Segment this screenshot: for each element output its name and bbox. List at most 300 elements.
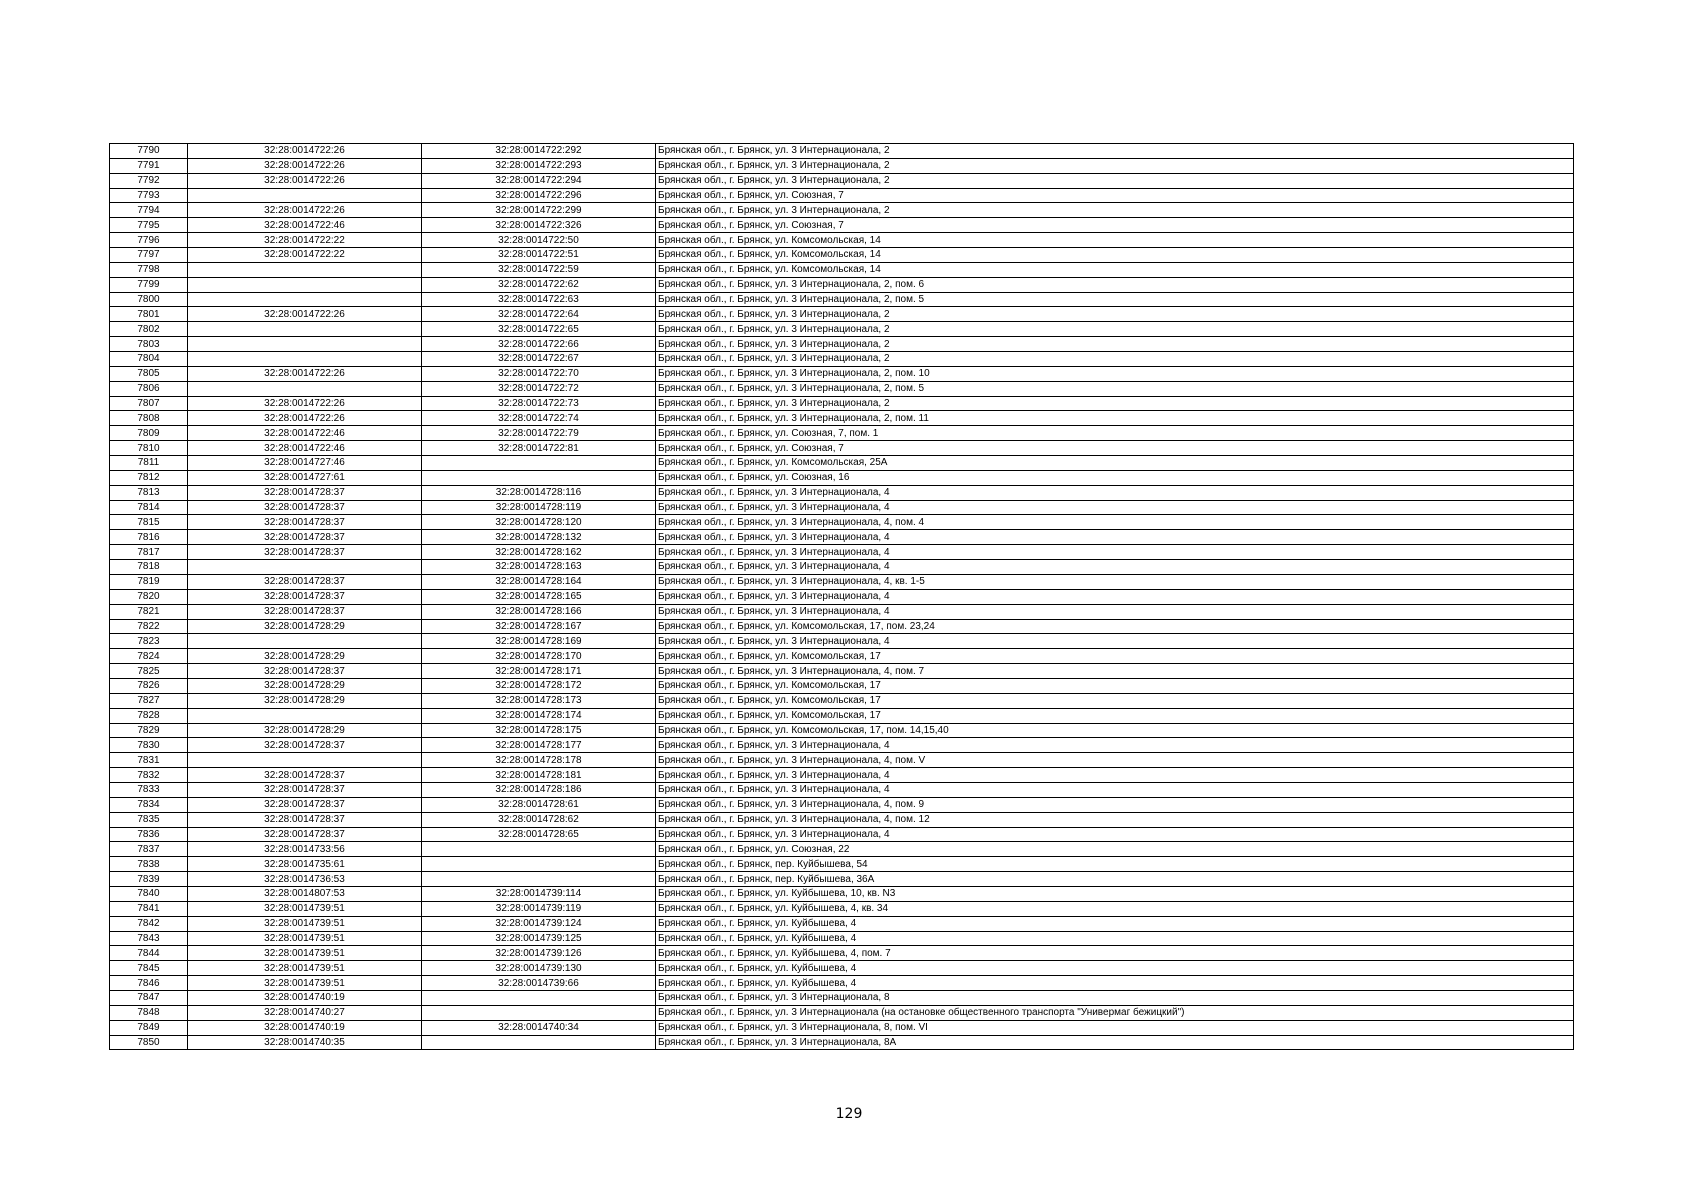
cadastral-number-object-cell: 32:28:0014728:132 (422, 530, 656, 545)
address-cell: Брянская обл., г. Брянск, ул. 3 Интернационала, 4 (656, 485, 1574, 500)
table-row (110, 693, 1574, 708)
cadastral-number-object-cell: 32:28:0014740:34 (422, 1020, 656, 1035)
cadastral-number-parcel-cell: 32:28:0014728:37 (188, 738, 422, 753)
cadastral-number-parcel-cell: 32:28:0014736:53 (188, 872, 422, 887)
row-number-cell: 7805 (110, 366, 188, 381)
cadastral-number-object-cell: 32:28:0014739:124 (422, 916, 656, 931)
table-row (110, 441, 1574, 456)
table-row (110, 857, 1574, 872)
cadastral-number-parcel-cell: 32:28:0014722:26 (188, 158, 422, 173)
cadastral-number-parcel-cell: 32:28:0014739:51 (188, 901, 422, 916)
cadastral-number-parcel-cell: 32:28:0014739:51 (188, 931, 422, 946)
cadastral-number-object-cell: 32:28:0014739:130 (422, 961, 656, 976)
cadastral-number-object-cell (422, 456, 656, 471)
table-row (110, 322, 1574, 337)
cadastral-number-parcel-cell (188, 337, 422, 352)
table-row (110, 797, 1574, 812)
address-cell: Брянская обл., г. Брянск, ул. Куйбышева, 4 (656, 976, 1574, 991)
table-row (110, 426, 1574, 441)
row-number-cell: 7825 (110, 664, 188, 679)
table-row (110, 248, 1574, 263)
row-number-cell: 7843 (110, 931, 188, 946)
cadastral-number-object-cell: 32:28:0014739:114 (422, 886, 656, 901)
cadastral-number-parcel-cell: 32:28:0014807:53 (188, 886, 422, 901)
address-cell: Брянская обл., г. Брянск, ул. Комсомольская, 17 (656, 649, 1574, 664)
cadastral-number-object-cell: 32:28:0014722:79 (422, 426, 656, 441)
row-number-cell: 7818 (110, 560, 188, 575)
cadastral-number-object-cell: 32:28:0014722:72 (422, 381, 656, 396)
cadastral-number-object-cell: 32:28:0014722:66 (422, 337, 656, 352)
registry-table (109, 143, 1574, 1050)
address-cell: Брянская обл., г. Брянск, ул. Куйбышева, 4 (656, 961, 1574, 976)
row-number-cell: 7828 (110, 708, 188, 723)
address-cell: Брянская обл., г. Брянск, ул. Комсомольская, 17, пом. 14,15,40 (656, 723, 1574, 738)
cadastral-number-parcel-cell (188, 277, 422, 292)
cadastral-number-object-cell: 32:28:0014728:169 (422, 634, 656, 649)
row-number-cell: 7824 (110, 649, 188, 664)
row-number-cell: 7807 (110, 396, 188, 411)
cadastral-number-parcel-cell: 32:28:0014728:37 (188, 797, 422, 812)
address-cell: Брянская обл., г. Брянск, ул. Союзная, 16 (656, 470, 1574, 485)
row-number-cell: 7844 (110, 946, 188, 961)
cadastral-number-object-cell: 32:28:0014722:51 (422, 248, 656, 263)
address-cell: Брянская обл., г. Брянск, ул. 3 Интернационала, 2 (656, 307, 1574, 322)
table-row (110, 842, 1574, 857)
table-body (110, 144, 1574, 1050)
cadastral-number-parcel-cell: 32:28:0014728:37 (188, 545, 422, 560)
cadastral-number-parcel-cell: 32:28:0014728:37 (188, 515, 422, 530)
table-row (110, 812, 1574, 827)
cadastral-number-object-cell: 32:28:0014722:326 (422, 218, 656, 233)
cadastral-number-object-cell: 32:28:0014739:125 (422, 931, 656, 946)
cadastral-number-parcel-cell: 32:28:0014728:37 (188, 812, 422, 827)
cadastral-number-parcel-cell: 32:28:0014728:29 (188, 693, 422, 708)
cadastral-number-object-cell: 32:28:0014722:293 (422, 158, 656, 173)
row-number-cell: 7812 (110, 470, 188, 485)
row-number-cell: 7834 (110, 797, 188, 812)
row-number-cell: 7848 (110, 1005, 188, 1020)
address-cell: Брянская обл., г. Брянск, ул. 3 Интернационала, 4, пом. 9 (656, 797, 1574, 812)
cadastral-number-object-cell: 32:28:0014728:170 (422, 649, 656, 664)
cadastral-number-parcel-cell: 32:28:0014740:19 (188, 1020, 422, 1035)
cadastral-number-object-cell: 32:28:0014722:294 (422, 173, 656, 188)
table-row (110, 901, 1574, 916)
cadastral-number-object-cell: 32:28:0014722:64 (422, 307, 656, 322)
cadastral-number-parcel-cell: 32:28:0014727:46 (188, 456, 422, 471)
cadastral-number-object-cell: 32:28:0014728:162 (422, 545, 656, 560)
address-cell: Брянская обл., г. Брянск, ул. 3 Интернационала, 8, пом. VI (656, 1020, 1574, 1035)
table-row (110, 545, 1574, 560)
table-row (110, 1020, 1574, 1035)
address-cell: Брянская обл., г. Брянск, ул. 3 Интернационала, 2, пом. 5 (656, 381, 1574, 396)
address-cell: Брянская обл., г. Брянск, ул. 3 Интернационала, 4 (656, 782, 1574, 797)
row-number-cell: 7816 (110, 530, 188, 545)
cadastral-number-parcel-cell: 32:28:0014739:51 (188, 961, 422, 976)
cadastral-number-parcel-cell (188, 634, 422, 649)
address-cell: Брянская обл., г. Брянск, ул. Союзная, 7 (656, 441, 1574, 456)
address-cell: Брянская обл., г. Брянск, ул. Куйбышева, 4, пом. 7 (656, 946, 1574, 961)
address-cell: Брянская обл., г. Брянск, ул. 3 Интернационала, 2 (656, 173, 1574, 188)
cadastral-number-parcel-cell: 32:28:0014728:37 (188, 827, 422, 842)
row-number-cell: 7842 (110, 916, 188, 931)
cadastral-number-object-cell: 32:28:0014722:74 (422, 411, 656, 426)
address-cell: Брянская обл., г. Брянск, ул. Куйбышева, 4, кв. 34 (656, 901, 1574, 916)
table-row (110, 723, 1574, 738)
cadastral-number-parcel-cell: 32:28:0014728:37 (188, 485, 422, 500)
cadastral-number-object-cell: 32:28:0014728:119 (422, 500, 656, 515)
address-cell: Брянская обл., г. Брянск, ул. Куйбышева, 4 (656, 931, 1574, 946)
row-number-cell: 7791 (110, 158, 188, 173)
cadastral-number-object-cell (422, 1035, 656, 1050)
address-cell: Брянская обл., г. Брянск, ул. Комсомольская, 14 (656, 248, 1574, 263)
address-cell: Брянская обл., г. Брянск, ул. 3 Интернационала, 8 (656, 990, 1574, 1005)
cadastral-number-parcel-cell (188, 708, 422, 723)
address-cell: Брянская обл., г. Брянск, ул. Союзная, 7 (656, 218, 1574, 233)
cadastral-number-parcel-cell: 32:28:0014739:51 (188, 976, 422, 991)
address-cell: Брянская обл., г. Брянск, ул. 3 Интернационала, 4 (656, 560, 1574, 575)
cadastral-number-object-cell: 32:28:0014722:67 (422, 352, 656, 367)
cadastral-number-parcel-cell: 32:28:0014733:56 (188, 842, 422, 857)
table-row (110, 1035, 1574, 1050)
row-number-cell: 7810 (110, 441, 188, 456)
address-cell: Брянская обл., г. Брянск, ул. 3 Интернационала, 4 (656, 738, 1574, 753)
row-number-cell: 7838 (110, 857, 188, 872)
row-number-cell: 7814 (110, 500, 188, 515)
table-row (110, 634, 1574, 649)
cadastral-number-object-cell: 32:28:0014728:175 (422, 723, 656, 738)
cadastral-number-parcel-cell: 32:28:0014722:26 (188, 144, 422, 159)
row-number-cell: 7831 (110, 753, 188, 768)
table-row (110, 886, 1574, 901)
address-cell: Брянская обл., г. Брянск, ул. 3 Интернационала, 2 (656, 144, 1574, 159)
table-row (110, 649, 1574, 664)
address-cell: Брянская обл., г. Брянск, ул. Союзная, 7 (656, 188, 1574, 203)
row-number-cell: 7809 (110, 426, 188, 441)
table-row (110, 946, 1574, 961)
table-row (110, 500, 1574, 515)
address-cell: Брянская обл., г. Брянск, ул. Комсомольская, 14 (656, 233, 1574, 248)
cadastral-number-object-cell: 32:28:0014728:166 (422, 604, 656, 619)
row-number-cell: 7793 (110, 188, 188, 203)
row-number-cell: 7835 (110, 812, 188, 827)
cadastral-number-object-cell (422, 1005, 656, 1020)
table-row (110, 396, 1574, 411)
table-row (110, 753, 1574, 768)
cadastral-number-object-cell (422, 470, 656, 485)
cadastral-number-parcel-cell (188, 560, 422, 575)
row-number-cell: 7813 (110, 485, 188, 500)
table-row (110, 485, 1574, 500)
cadastral-number-object-cell: 32:28:0014722:296 (422, 188, 656, 203)
table-row (110, 203, 1574, 218)
address-cell: Брянская обл., г. Брянск, ул. Комсомольская, 25А (656, 456, 1574, 471)
table-row (110, 188, 1574, 203)
address-cell: Брянская обл., г. Брянск, ул. 3 Интернационала, 4 (656, 545, 1574, 560)
table-row (110, 619, 1574, 634)
table-row (110, 931, 1574, 946)
row-number-cell: 7811 (110, 456, 188, 471)
table-row (110, 292, 1574, 307)
table-row (110, 530, 1574, 545)
cadastral-number-parcel-cell: 32:28:0014739:51 (188, 916, 422, 931)
table-row (110, 916, 1574, 931)
table-row (110, 456, 1574, 471)
cadastral-number-parcel-cell: 32:28:0014722:46 (188, 441, 422, 456)
table-row (110, 173, 1574, 188)
address-cell: Брянская обл., г. Брянск, ул. 3 Интернационала, 2 (656, 203, 1574, 218)
table-row (110, 352, 1574, 367)
cadastral-number-parcel-cell: 32:28:0014740:35 (188, 1035, 422, 1050)
address-cell: Брянская обл., г. Брянск, ул. Комсомольская, 17, пом. 23,24 (656, 619, 1574, 634)
table-row (110, 961, 1574, 976)
row-number-cell: 7840 (110, 886, 188, 901)
cadastral-number-object-cell: 32:28:0014722:65 (422, 322, 656, 337)
table-row (110, 1005, 1574, 1020)
cadastral-number-object-cell: 32:28:0014728:65 (422, 827, 656, 842)
address-cell: Брянская обл., г. Брянск, ул. Комсомольская, 17 (656, 678, 1574, 693)
address-cell: Брянская обл., г. Брянск, пер. Куйбышева, 54 (656, 857, 1574, 872)
cadastral-number-object-cell: 32:28:0014739:119 (422, 901, 656, 916)
table-row (110, 158, 1574, 173)
cadastral-number-parcel-cell (188, 322, 422, 337)
cadastral-number-parcel-cell: 32:28:0014728:37 (188, 500, 422, 515)
cadastral-number-parcel-cell (188, 262, 422, 277)
cadastral-number-parcel-cell: 32:28:0014740:19 (188, 990, 422, 1005)
cadastral-number-parcel-cell: 32:28:0014728:37 (188, 782, 422, 797)
row-number-cell: 7850 (110, 1035, 188, 1050)
cadastral-number-object-cell: 32:28:0014722:292 (422, 144, 656, 159)
cadastral-number-object-cell: 32:28:0014728:61 (422, 797, 656, 812)
cadastral-number-parcel-cell (188, 352, 422, 367)
cadastral-number-parcel-cell: 32:28:0014728:37 (188, 664, 422, 679)
row-number-cell: 7796 (110, 233, 188, 248)
cadastral-number-object-cell: 32:28:0014722:59 (422, 262, 656, 277)
address-cell: Брянская обл., г. Брянск, ул. 3 Интернационала, 4 (656, 827, 1574, 842)
cadastral-number-object-cell: 32:28:0014728:181 (422, 768, 656, 783)
row-number-cell: 7795 (110, 218, 188, 233)
row-number-cell: 7830 (110, 738, 188, 753)
cadastral-number-object-cell: 32:28:0014728:116 (422, 485, 656, 500)
table-row (110, 990, 1574, 1005)
address-cell: Брянская обл., г. Брянск, ул. Комсомольская, 17 (656, 693, 1574, 708)
table-row (110, 411, 1574, 426)
row-number-cell: 7790 (110, 144, 188, 159)
cadastral-number-parcel-cell: 32:28:0014722:46 (188, 218, 422, 233)
row-number-cell: 7817 (110, 545, 188, 560)
table-row (110, 664, 1574, 679)
table-row (110, 337, 1574, 352)
table-row (110, 262, 1574, 277)
cadastral-number-parcel-cell: 32:28:0014728:29 (188, 723, 422, 738)
address-cell: Брянская обл., г. Брянск, ул. 3 Интернационала, 4 (656, 768, 1574, 783)
cadastral-number-parcel-cell: 32:28:0014722:26 (188, 203, 422, 218)
table-row (110, 678, 1574, 693)
table-row (110, 307, 1574, 322)
address-cell: Брянская обл., г. Брянск, пер. Куйбышева, 36А (656, 872, 1574, 887)
table-row (110, 827, 1574, 842)
row-number-cell: 7822 (110, 619, 188, 634)
row-number-cell: 7845 (110, 961, 188, 976)
address-cell: Брянская обл., г. Брянск, ул. 3 Интернационала, 4, пом. 7 (656, 664, 1574, 679)
address-cell: Брянская обл., г. Брянск, ул. 3 Интернационала, 2, пом. 10 (656, 366, 1574, 381)
cadastral-number-object-cell: 32:28:0014722:299 (422, 203, 656, 218)
address-cell: Брянская обл., г. Брянск, ул. 3 Интернационала, 4 (656, 530, 1574, 545)
row-number-cell: 7847 (110, 990, 188, 1005)
cadastral-number-parcel-cell: 32:28:0014722:26 (188, 396, 422, 411)
cadastral-number-parcel-cell: 32:28:0014728:29 (188, 678, 422, 693)
table-row (110, 872, 1574, 887)
table-row (110, 589, 1574, 604)
cadastral-number-parcel-cell: 32:28:0014728:37 (188, 530, 422, 545)
cadastral-number-object-cell: 32:28:0014728:62 (422, 812, 656, 827)
cadastral-number-object-cell (422, 990, 656, 1005)
page-number: 129 (835, 1106, 863, 1122)
table-row (110, 218, 1574, 233)
row-number-cell: 7792 (110, 173, 188, 188)
cadastral-number-parcel-cell: 32:28:0014728:37 (188, 589, 422, 604)
address-cell: Брянская обл., г. Брянск, ул. 3 Интернационала (на остановке общественного транспорта "Универмаг бежицкий") (656, 1005, 1574, 1020)
row-number-cell: 7798 (110, 262, 188, 277)
address-cell: Брянская обл., г. Брянск, ул. 3 Интернационала, 4, кв. 1-5 (656, 574, 1574, 589)
cadastral-number-object-cell (422, 857, 656, 872)
cadastral-number-object-cell: 32:28:0014722:62 (422, 277, 656, 292)
cadastral-number-parcel-cell (188, 381, 422, 396)
cadastral-number-parcel-cell: 32:28:0014728:37 (188, 604, 422, 619)
table-row (110, 768, 1574, 783)
row-number-cell: 7827 (110, 693, 188, 708)
table-row (110, 144, 1574, 159)
cadastral-number-parcel-cell: 32:28:0014727:61 (188, 470, 422, 485)
cadastral-number-object-cell: 32:28:0014728:172 (422, 678, 656, 693)
row-number-cell: 7804 (110, 352, 188, 367)
cadastral-number-parcel-cell: 32:28:0014722:46 (188, 426, 422, 441)
table-row (110, 470, 1574, 485)
address-cell: Брянская обл., г. Брянск, ул. Комсомольская, 17 (656, 708, 1574, 723)
address-cell: Брянская обл., г. Брянск, ул. Куйбышева, 10, кв. N3 (656, 886, 1574, 901)
cadastral-number-parcel-cell: 32:28:0014722:26 (188, 411, 422, 426)
address-cell: Брянская обл., г. Брянск, ул. 3 Интернационала, 2, пом. 6 (656, 277, 1574, 292)
address-cell: Брянская обл., г. Брянск, ул. 3 Интернационала, 4 (656, 500, 1574, 515)
row-number-cell: 7803 (110, 337, 188, 352)
row-number-cell: 7802 (110, 322, 188, 337)
address-cell: Брянская обл., г. Брянск, ул. 3 Интернационала, 4, пом. 4 (656, 515, 1574, 530)
address-cell: Брянская обл., г. Брянск, ул. Куйбышева, 4 (656, 916, 1574, 931)
cadastral-number-parcel-cell: 32:28:0014722:26 (188, 173, 422, 188)
table-row (110, 976, 1574, 991)
address-cell: Брянская обл., г. Брянск, ул. 3 Интернационала, 2 (656, 337, 1574, 352)
row-number-cell: 7799 (110, 277, 188, 292)
cadastral-number-object-cell: 32:28:0014728:177 (422, 738, 656, 753)
cadastral-number-object-cell: 32:28:0014728:186 (422, 782, 656, 797)
cadastral-number-parcel-cell: 32:28:0014728:37 (188, 768, 422, 783)
address-cell: Брянская обл., г. Брянск, ул. 3 Интернационала, 2, пом. 11 (656, 411, 1574, 426)
row-number-cell: 7820 (110, 589, 188, 604)
cadastral-number-object-cell (422, 872, 656, 887)
row-number-cell: 7832 (110, 768, 188, 783)
cadastral-number-parcel-cell: 32:28:0014722:26 (188, 366, 422, 381)
table-row (110, 604, 1574, 619)
address-cell: Брянская обл., г. Брянск, ул. 3 Интернационала, 4 (656, 589, 1574, 604)
cadastral-number-parcel-cell: 32:28:0014722:26 (188, 307, 422, 322)
row-number-cell: 7846 (110, 976, 188, 991)
cadastral-number-object-cell: 32:28:0014728:174 (422, 708, 656, 723)
cadastral-number-object-cell: 32:28:0014722:70 (422, 366, 656, 381)
table-row (110, 366, 1574, 381)
cadastral-number-parcel-cell: 32:28:0014739:51 (188, 946, 422, 961)
address-cell: Брянская обл., г. Брянск, ул. 3 Интернационала, 2 (656, 352, 1574, 367)
row-number-cell: 7797 (110, 248, 188, 263)
table-row (110, 277, 1574, 292)
table-row (110, 738, 1574, 753)
row-number-cell: 7826 (110, 678, 188, 693)
cadastral-number-parcel-cell: 32:28:0014740:27 (188, 1005, 422, 1020)
row-number-cell: 7815 (110, 515, 188, 530)
row-number-cell: 7821 (110, 604, 188, 619)
row-number-cell: 7800 (110, 292, 188, 307)
table-row (110, 782, 1574, 797)
row-number-cell: 7801 (110, 307, 188, 322)
row-number-cell: 7808 (110, 411, 188, 426)
cadastral-number-object-cell: 32:28:0014722:50 (422, 233, 656, 248)
row-number-cell: 7819 (110, 574, 188, 589)
address-cell: Брянская обл., г. Брянск, ул. 3 Интернационала, 2 (656, 396, 1574, 411)
cadastral-number-parcel-cell: 32:28:0014735:61 (188, 857, 422, 872)
table-row (110, 708, 1574, 723)
address-cell: Брянская обл., г. Брянск, ул. Союзная, 7, пом. 1 (656, 426, 1574, 441)
cadastral-number-object-cell: 32:28:0014728:171 (422, 664, 656, 679)
cadastral-number-object-cell: 32:28:0014722:81 (422, 441, 656, 456)
cadastral-number-parcel-cell: 32:28:0014728:37 (188, 574, 422, 589)
cadastral-number-object-cell: 32:28:0014739:66 (422, 976, 656, 991)
address-cell: Брянская обл., г. Брянск, ул. 3 Интернационала, 4, пом. 12 (656, 812, 1574, 827)
table-row (110, 560, 1574, 575)
cadastral-number-object-cell: 32:28:0014722:73 (422, 396, 656, 411)
cadastral-number-object-cell: 32:28:0014728:173 (422, 693, 656, 708)
cadastral-number-object-cell: 32:28:0014728:178 (422, 753, 656, 768)
cadastral-number-parcel-cell (188, 188, 422, 203)
address-cell: Брянская обл., г. Брянск, ул. Комсомольская, 14 (656, 262, 1574, 277)
cadastral-number-parcel-cell (188, 292, 422, 307)
address-cell: Брянская обл., г. Брянск, ул. 3 Интернационала, 2, пом. 5 (656, 292, 1574, 307)
row-number-cell: 7833 (110, 782, 188, 797)
cadastral-number-object-cell: 32:28:0014739:126 (422, 946, 656, 961)
address-cell: Брянская обл., г. Брянск, ул. 3 Интернационала, 4, пом. V (656, 753, 1574, 768)
cadastral-number-object-cell: 32:28:0014728:163 (422, 560, 656, 575)
address-cell: Брянская обл., г. Брянск, ул. 3 Интернационала, 2 (656, 158, 1574, 173)
row-number-cell: 7829 (110, 723, 188, 738)
address-cell: Брянская обл., г. Брянск, ул. 3 Интернационала, 2 (656, 322, 1574, 337)
cadastral-number-parcel-cell: 32:28:0014728:29 (188, 649, 422, 664)
cadastral-number-parcel-cell: 32:28:0014722:22 (188, 233, 422, 248)
cadastral-number-object-cell: 32:28:0014728:164 (422, 574, 656, 589)
table-row (110, 381, 1574, 396)
row-number-cell: 7806 (110, 381, 188, 396)
address-cell: Брянская обл., г. Брянск, ул. 3 Интернационала, 8А (656, 1035, 1574, 1050)
row-number-cell: 7839 (110, 872, 188, 887)
address-cell: Брянская обл., г. Брянск, ул. 3 Интернационала, 4 (656, 604, 1574, 619)
table-row (110, 515, 1574, 530)
row-number-cell: 7837 (110, 842, 188, 857)
row-number-cell: 7823 (110, 634, 188, 649)
row-number-cell: 7841 (110, 901, 188, 916)
address-cell: Брянская обл., г. Брянск, ул. Союзная, 22 (656, 842, 1574, 857)
row-number-cell: 7849 (110, 1020, 188, 1035)
cadastral-number-parcel-cell: 32:28:0014722:22 (188, 248, 422, 263)
table-row (110, 233, 1574, 248)
cadastral-number-parcel-cell: 32:28:0014728:29 (188, 619, 422, 634)
row-number-cell: 7794 (110, 203, 188, 218)
row-number-cell: 7836 (110, 827, 188, 842)
